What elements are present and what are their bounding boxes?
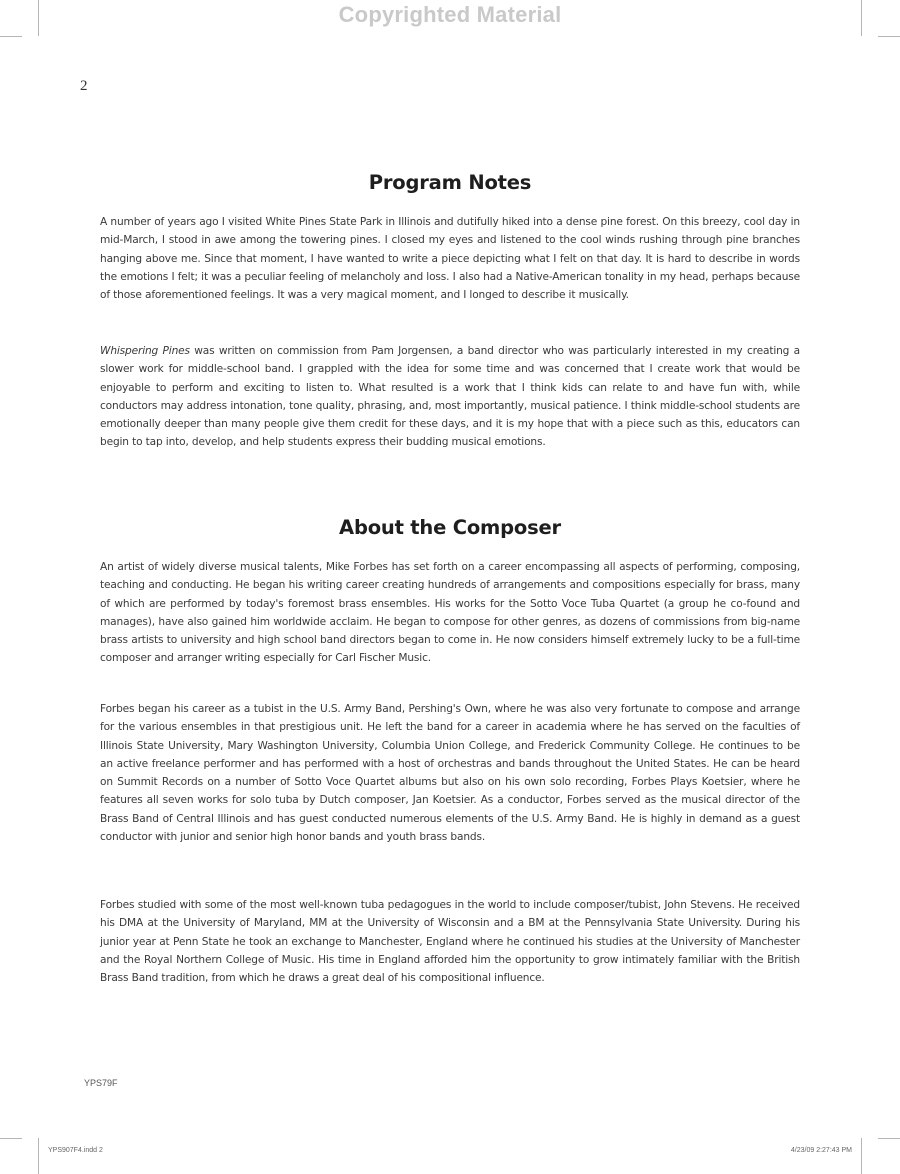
piece-title: Whispering Pines (100, 345, 190, 357)
program-notes-heading: Program Notes (368, 171, 532, 194)
crop-mark-top-left-v (38, 0, 39, 36)
crop-mark-bottom-right-v (861, 1138, 862, 1174)
print-slug-file: YPS907F4.indd 2 (48, 1147, 103, 1154)
about-composer-paragraph-1: An artist of widely diverse musical talents, Mike Forbes has set forth on a career encompassing all aspects of performing, composing, teaching and conducting. He began his writing career creating hundreds of arrangements and compositions especially for brass, many of which are performed by today's foremost brass ensembles. His works for the Sotto Voce Tuba Quartet (a group he co-found and manages), have also gained him worldwide acclaim. He began to compose for other genres, as dozens of commissions from big-name brass artists to university and high school band directors began to come in. He now considers himself extremely lucky to be a full-time composer and arranger writing especially for Carl Fischer Music. (100, 561, 800, 665)
program-notes-paragraph-2 (100, 342, 800, 452)
about-composer-paragraph-2: Forbes began his career as a tubist in the U.S. Army Band, Pershing's Own, where he was also very fortunate to compose and arrange for the various ensembles in that prestigious unit. He left the band for a career in academia where he has served on the faculties of Illinois State University, Mary Washington University, Columbia Union College, and Frederick Community College. He continues to be an active freelance performer and has performed with a host of orchestras and bands throughout the United States. He can be heard on Summit Records on a number of Sotto Voce Quartet albums but also on his own solo recording, Forbes Plays Koetsier, where he features all seven works for solo tuba by Dutch composer, Jan Koetsier. As a conductor, Forbes served as the musical director of the Brass Band of Central Illinois and has guest conducted numerous elements of the U.S. Army Band. He is highly in demand as a guest conductor with junior and senior high honor bands and youth brass bands. (100, 703, 800, 844)
crop-mark-top-right-v (861, 0, 862, 36)
crop-mark-bottom-right-h (878, 1138, 900, 1139)
crop-mark-bottom-left-h (0, 1138, 22, 1139)
page-number: 2 (80, 78, 88, 94)
about-composer-heading: About the Composer (339, 516, 561, 539)
crop-mark-top-left-h (0, 36, 22, 37)
print-slug-timestamp: 4/23/09 2:27:43 PM (790, 1147, 852, 1154)
program-notes-paragraph-2-body: was written on commission from Pam Jorgensen, a band director who was particularly interested in my creating a slower work for middle-school band. I grappled with the idea for some time and was concerned that I create work that would be enjoyable to perform and exciting to listen to. What resulted is a work that I think kids can relate to and have fun with, while conductors may address intonation, tone quality, phrasing, and, most importantly, musical patience. I think middle-school students are emotionally deeper than many people give them credit for these days, and it is my hope that with a piece such as this, educators can begin to tap into, develop, and help students express their budding musical emotions. (100, 345, 800, 449)
about-composer-paragraph-3: Forbes studied with some of the most well-known tuba pedagogues in the world to include composer/tubist, John Stevens. He received his DMA at the University of Maryland, MM at the University of Wisconsin and a BM at the Pennsylvania State University. During his junior year at Penn State he took an exchange to Manchester, England where he continued his studies at the University of Manchester and the Royal Northern College of Music. His time in England afforded him the opportunity to grow intimately familiar with the British Brass Band tradition, from which he draws a great deal of his compositional influence. (100, 899, 800, 985)
catalog-code: YPS79F (84, 1078, 118, 1088)
copyright-watermark: Copyrighted Material (338, 2, 562, 27)
crop-mark-bottom-left-v (38, 1138, 39, 1174)
program-notes-paragraph-1: A number of years ago I visited White Pines State Park in Illinois and dutifully hiked into a dense pine forest. On this breezy, cool day in mid-March, I stood in awe among the towering pines. I closed my eyes and listened to the cool winds rushing through pine branches hanging above me. Since that moment, I have wanted to write a piece depicting what I felt on that day. It is hard to describe in words the emotions I felt; it was a peculiar feeling of melancholy and loss. I also had a Native-American tonality in my head, perhaps because of those aforementioned feelings. It was a very magical moment, and I longed to describe it musically. (100, 216, 800, 302)
crop-mark-top-right-h (878, 36, 900, 37)
